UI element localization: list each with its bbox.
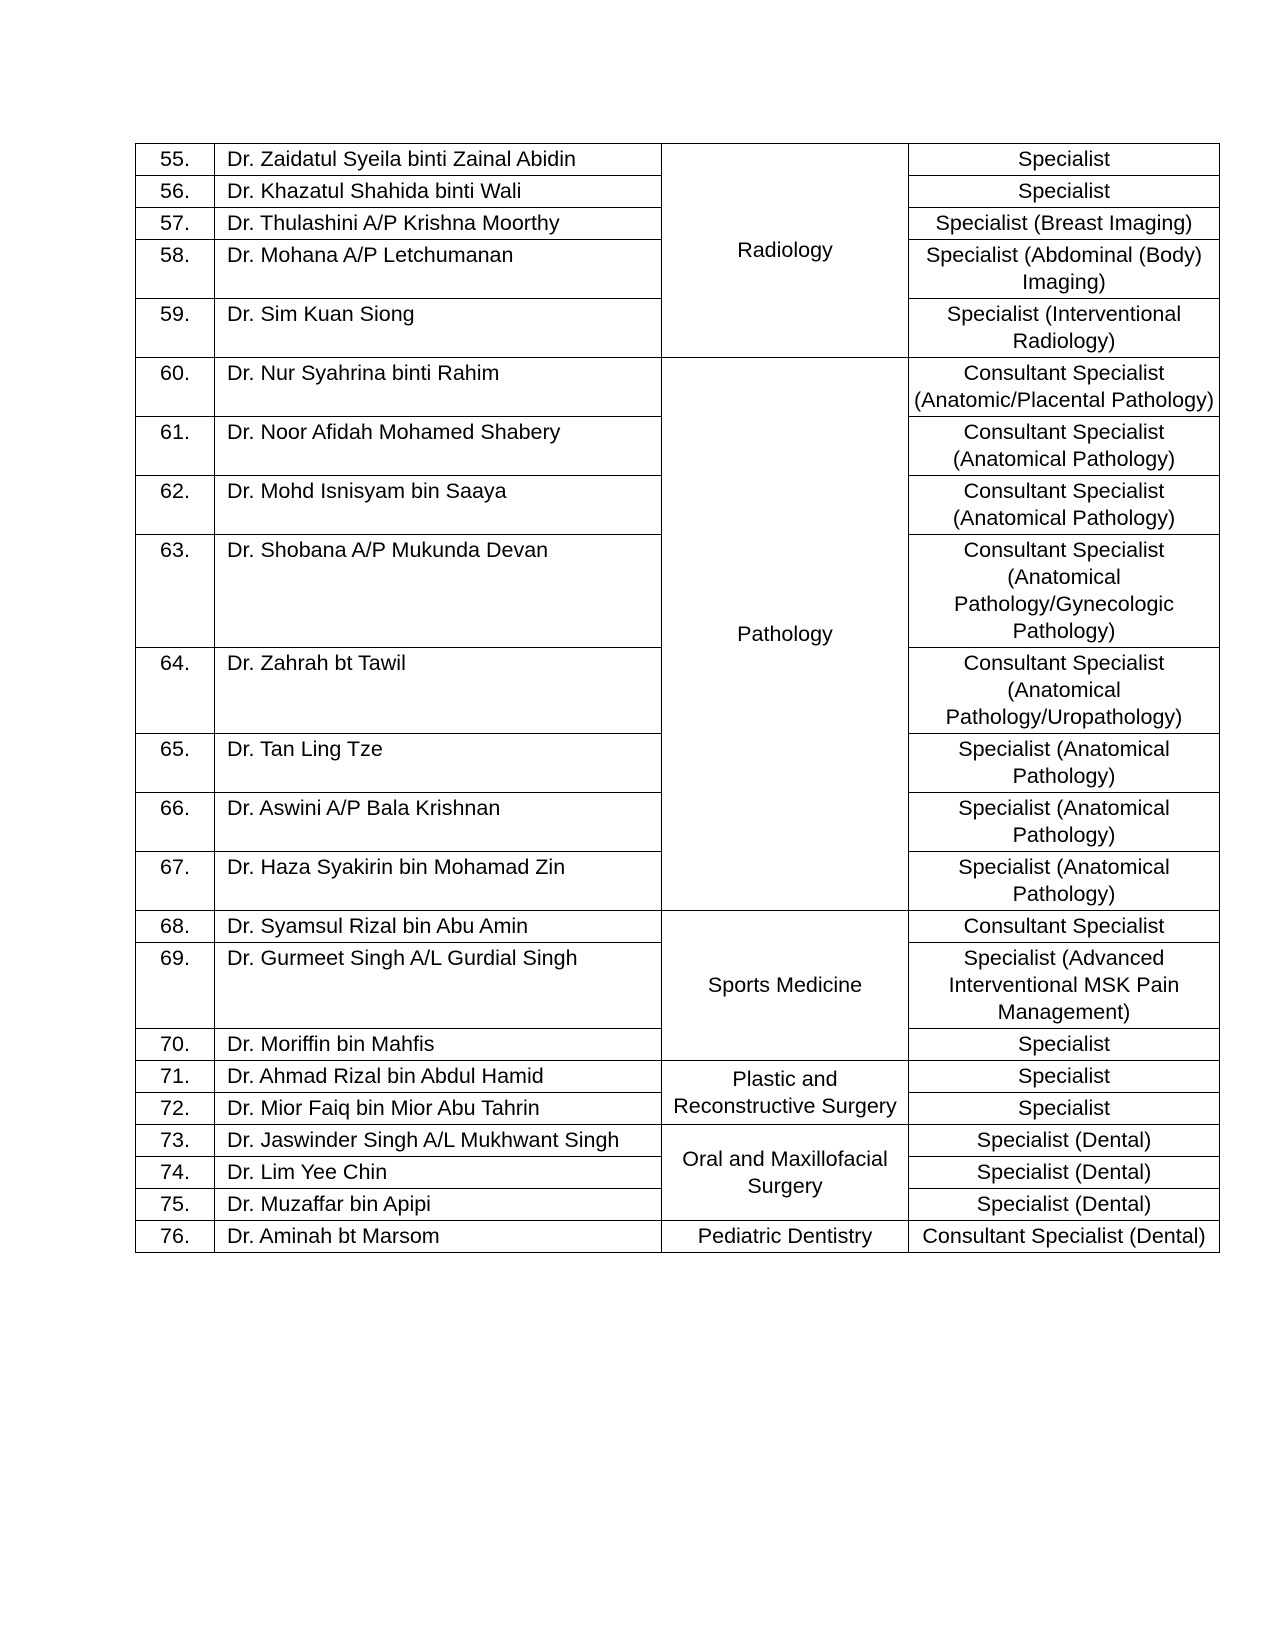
cell-name: Dr. Aswini A/P Bala Krishnan xyxy=(215,793,662,852)
cell-name: Dr. Mohana A/P Letchumanan xyxy=(215,240,662,299)
cell-position: Specialist (Abdominal (Body) Imaging) xyxy=(909,240,1220,299)
cell-position: Specialist (Anatomical Pathology) xyxy=(909,852,1220,911)
cell-name: Dr. Lim Yee Chin xyxy=(215,1157,662,1189)
cell-no: 75. xyxy=(136,1189,215,1221)
cell-no: 56. xyxy=(136,176,215,208)
cell-name: Dr. Thulashini A/P Krishna Moorthy xyxy=(215,208,662,240)
cell-name: Dr. Sim Kuan Siong xyxy=(215,299,662,358)
cell-no: 64. xyxy=(136,648,215,734)
cell-position: Consultant Specialist (Anatomical Pathology/Gynecologic Pathology) xyxy=(909,535,1220,648)
cell-no: 59. xyxy=(136,299,215,358)
cell-position: Specialist xyxy=(909,144,1220,176)
cell-name: Dr. Zahrah bt Tawil xyxy=(215,648,662,734)
cell-no: 71. xyxy=(136,1061,215,1093)
table-row xyxy=(136,911,1220,943)
cell-position: Specialist (Interventional Radiology) xyxy=(909,299,1220,358)
table-row xyxy=(136,144,1220,176)
cell-position: Consultant Specialist (Anatomical Pathology) xyxy=(909,417,1220,476)
cell-position: Specialist (Advanced Interventional MSK Pain Management) xyxy=(909,943,1220,1029)
cell-name: Dr. Muzaffar bin Apipi xyxy=(215,1189,662,1221)
cell-no: 74. xyxy=(136,1157,215,1189)
cell-position: Consultant Specialist (Dental) xyxy=(909,1221,1220,1253)
cell-position: Specialist (Anatomical Pathology) xyxy=(909,793,1220,852)
table-body xyxy=(136,144,1220,1253)
cell-no: 66. xyxy=(136,793,215,852)
cell-name: Dr. Tan Ling Tze xyxy=(215,734,662,793)
cell-no: 69. xyxy=(136,943,215,1029)
cell-department: Pediatric Dentistry xyxy=(662,1221,909,1253)
cell-no: 62. xyxy=(136,476,215,535)
cell-name: Dr. Nur Syahrina binti Rahim xyxy=(215,358,662,417)
cell-no: 67. xyxy=(136,852,215,911)
cell-position: Consultant Specialist (Anatomical Pathology/Uropathology) xyxy=(909,648,1220,734)
cell-no: 70. xyxy=(136,1029,215,1061)
cell-department: Oral and Maxillofacial Surgery xyxy=(662,1125,909,1221)
cell-no: 58. xyxy=(136,240,215,299)
table-row xyxy=(136,1221,1220,1253)
cell-no: 76. xyxy=(136,1221,215,1253)
cell-name: Dr. Ahmad Rizal bin Abdul Hamid xyxy=(215,1061,662,1093)
table-row xyxy=(136,1125,1220,1157)
cell-department: Radiology xyxy=(662,144,909,358)
cell-position: Specialist (Breast Imaging) xyxy=(909,208,1220,240)
cell-name: Dr. Noor Afidah Mohamed Shabery xyxy=(215,417,662,476)
cell-position: Specialist xyxy=(909,1093,1220,1125)
table-row xyxy=(136,358,1220,417)
cell-no: 61. xyxy=(136,417,215,476)
cell-position: Consultant Specialist (Anatomical Pathology) xyxy=(909,476,1220,535)
cell-no: 68. xyxy=(136,911,215,943)
cell-name: Dr. Mohd Isnisyam bin Saaya xyxy=(215,476,662,535)
cell-no: 65. xyxy=(136,734,215,793)
cell-name: Dr. Syamsul Rizal bin Abu Amin xyxy=(215,911,662,943)
cell-no: 55. xyxy=(136,144,215,176)
cell-name: Dr. Aminah bt Marsom xyxy=(215,1221,662,1253)
cell-position: Specialist xyxy=(909,176,1220,208)
cell-position: Specialist (Dental) xyxy=(909,1157,1220,1189)
cell-position: Consultant Specialist xyxy=(909,911,1220,943)
cell-no: 63. xyxy=(136,535,215,648)
cell-name: Dr. Haza Syakirin bin Mohamad Zin xyxy=(215,852,662,911)
cell-name: Dr. Shobana A/P Mukunda Devan xyxy=(215,535,662,648)
cell-no: 60. xyxy=(136,358,215,417)
cell-name: Dr. Gurmeet Singh A/L Gurdial Singh xyxy=(215,943,662,1029)
cell-position: Specialist xyxy=(909,1029,1220,1061)
cell-name: Dr. Mior Faiq bin Mior Abu Tahrin xyxy=(215,1093,662,1125)
cell-position: Specialist (Dental) xyxy=(909,1125,1220,1157)
cell-name: Dr. Khazatul Shahida binti Wali xyxy=(215,176,662,208)
cell-position: Specialist (Dental) xyxy=(909,1189,1220,1221)
cell-department: Plastic and Reconstructive Surgery xyxy=(662,1061,909,1125)
cell-position: Specialist xyxy=(909,1061,1220,1093)
cell-no: 72. xyxy=(136,1093,215,1125)
cell-department: Sports Medicine xyxy=(662,911,909,1061)
cell-no: 73. xyxy=(136,1125,215,1157)
cell-department: Pathology xyxy=(662,358,909,911)
cell-position: Consultant Specialist (Anatomic/Placental Pathology) xyxy=(909,358,1220,417)
cell-name: Dr. Moriffin bin Mahfis xyxy=(215,1029,662,1061)
cell-position: Specialist (Anatomical Pathology) xyxy=(909,734,1220,793)
cell-no: 57. xyxy=(136,208,215,240)
table-row xyxy=(136,1061,1220,1093)
cell-name: Dr. Jaswinder Singh A/L Mukhwant Singh xyxy=(215,1125,662,1157)
specialist-roster-table xyxy=(135,143,1220,1253)
cell-name: Dr. Zaidatul Syeila binti Zainal Abidin xyxy=(215,144,662,176)
